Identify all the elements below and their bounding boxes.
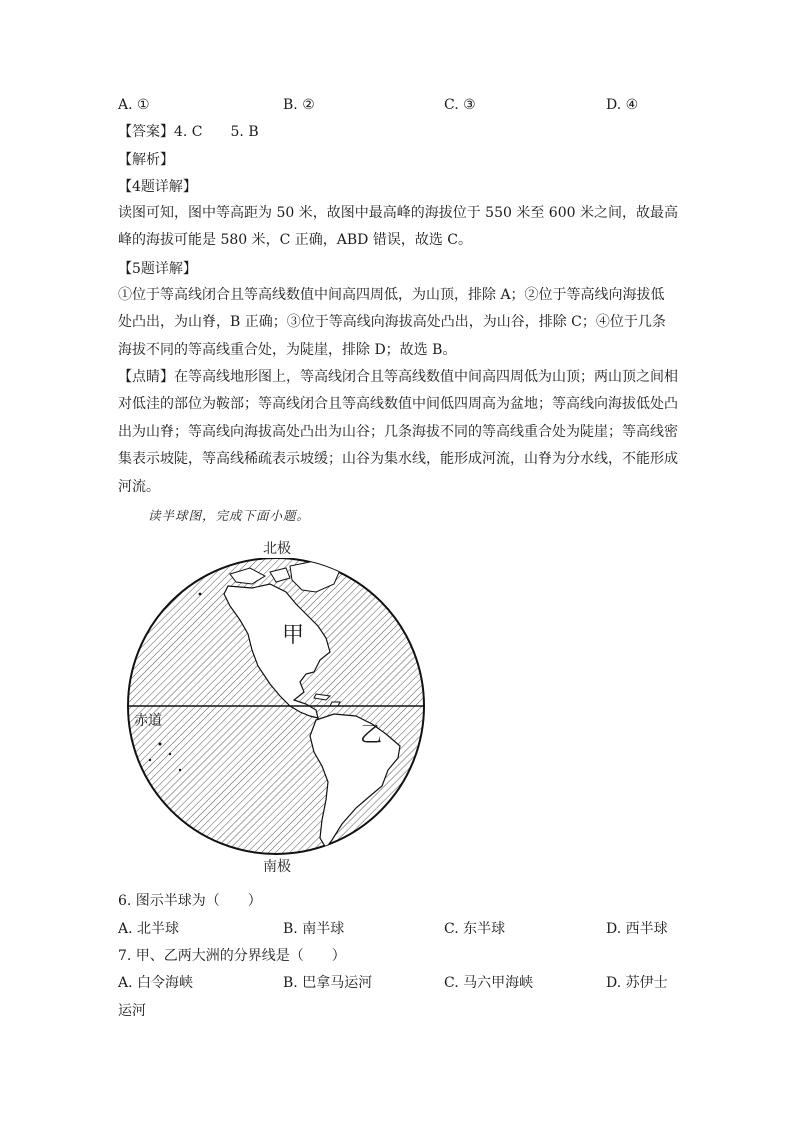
q5-text: ①位于等高线闭合且等高线数值中间高四周低，为山顶，排除 A；②位于等高线向海拔低处凸出，为山脊，B 正确；③位于等高线向海拔高处凸出，为山谷，排除 C；④位于几条海拔不同的等高线重合处，为陡崖，排除 D；故选 B。	[118, 287, 666, 358]
answer-line	[118, 123, 259, 141]
answer-tag: 【答案】	[118, 124, 174, 140]
option-a: A. ①	[118, 97, 150, 113]
q5-heading: 【5题详解】	[118, 261, 197, 277]
label-yi: 乙	[360, 723, 383, 748]
figure-caption: 读半球图，完成下面小题。	[148, 508, 311, 523]
option-b: B. ②	[283, 97, 315, 113]
q6-option-b: B. 南半球	[283, 921, 345, 937]
answer-text: 4. C 5. B	[174, 124, 259, 140]
q6-option-a: A. 北半球	[118, 921, 180, 937]
option-c: C. ③	[444, 97, 476, 113]
north-pole-label: 北极	[261, 538, 293, 558]
option-d: D. ④	[606, 97, 639, 113]
tip-paragraph	[118, 364, 678, 501]
q6-stem: 6. 图示半球为（ ）	[118, 893, 262, 909]
q6-option-c: C. 东半球	[444, 921, 506, 937]
q7-option-b: B. 巴拿马运河	[283, 975, 373, 991]
q7-option-a: A. 白令海峡	[118, 975, 194, 991]
q7-option-d: D. 苏伊士	[606, 975, 668, 991]
hemisphere-svg	[120, 534, 432, 879]
q7-option-d-wrap: 运河	[118, 1003, 146, 1019]
q6-option-d: D. 西半球	[606, 921, 668, 937]
hemisphere-map	[120, 534, 432, 879]
analysis-tag: 【解析】	[118, 152, 174, 168]
q7-option-c: C. 马六甲海峡	[444, 975, 534, 991]
tip-tag: 【点睛】	[118, 369, 174, 385]
tip-text: 在等高线地形图上，等高线闭合且等高线数值中间高四周低为山顶；两山顶之间相对低洼的部位为鞍部；等高线闭合且等高线数值中间低四周高为盆地；等高线向海拔低处凸出为山脊；等高线向海拔高处凸出为山谷；几条海拔不同的等高线重合处为陡崖；等高线密集表示坡陡，等高线稀疏表示坡缓；山谷为集水线，能形成河流，山脊为分水线，不能形成河流。	[118, 369, 678, 495]
q4-heading: 【4题详解】	[118, 179, 197, 195]
label-jia: 甲	[282, 623, 305, 648]
q7-stem: 7. 甲、乙两大洲的分界线是（ ）	[118, 948, 346, 964]
q4-text: 读图可知，图中等高距为 50 米，故图中最高峰的海拔位于 550 米至 600 米之间，故最高峰的海拔可能是 580 米，C 正确，ABD 错误，故选 C。	[118, 205, 678, 249]
equator-label: 赤道	[134, 713, 162, 729]
south-pole-label: 南极	[261, 856, 293, 876]
